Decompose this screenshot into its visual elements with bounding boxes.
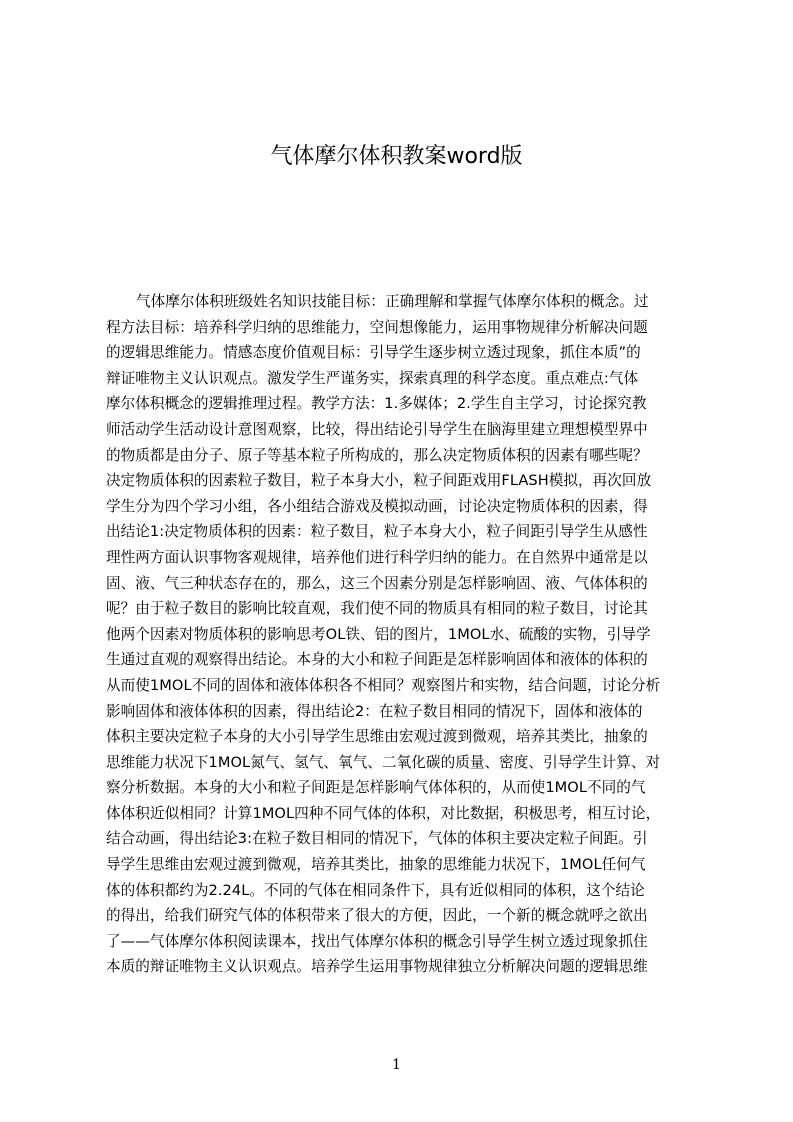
body-text-line: 师活动学生活动设计意图观察，比较，得出结论引导学生在脑海里建立理想模型界中 <box>106 420 648 438</box>
body-text-line: 出结论1:决定物质体积的因素：粒子数目，粒子本身大小，粒子间距引导学生从感性 <box>106 523 648 541</box>
body-text-line: 了——气体摩尔体积阅读课本，找出气体摩尔体积的概念引导学生树立透过现象抓住 <box>106 932 648 950</box>
body-text-line: 本质的辩证唯物主义认识观点。培养学生运用事物规律独立分析解决问题的逻辑思维 <box>106 958 648 976</box>
body-text-line: 呢？由于粒子数目的影响比较直观，我们使不同的物质具有相同的粒子数目，讨论其 <box>106 600 648 618</box>
body-text-line: 的逻辑思维能力。情感态度价值观目标：引导学生逐步树立透过现象，抓住本质”的 <box>106 344 641 362</box>
body-text-line: 察分析数据。本身的大小和粒子间距是怎样影响气体体积的，从而使1MOL不同的气 <box>106 779 646 797</box>
body-text-line: 从而使1MOL不同的固体和液体体积各不相同？观察图片和实物，结合问题，讨论分析 <box>106 676 661 694</box>
body-text-line: 程方法目标：培养科学归纳的思维能力，空间想像能力，运用事物规律分析解决问题 <box>106 318 648 336</box>
body-text-line: 体积主要决定粒子本身的大小引导学生思维由宏观过渡到微观，培养其类比，抽象的 <box>106 728 648 746</box>
document-title: 气体摩尔体积教案word版 <box>270 144 523 169</box>
body-text-line: 思维能力状况下1MOL氮气、氢气、氧气、二氧化碳的质量、密度、引导学生计算、对 <box>106 753 661 771</box>
body-text-line: 学生分为四个学习小组，各小组结合游戏及模拟动画，讨论决定物质体积的因素，得 <box>106 497 648 515</box>
document-body <box>106 289 698 980</box>
page-number: 1 <box>392 1057 401 1073</box>
body-text-line: 决定物质体积的因素粒子数目，粒子本身大小，粒子间距戏用FLASH模拟，再次回放 <box>106 472 652 490</box>
body-text-line: 导学生思维由宏观过渡到微观，培养其类比，抽象的思维能力状况下，1MOL任何气 <box>106 856 646 874</box>
body-text-line: 生通过直观的观察得出结论。本身的大小和粒子间距是怎样影响固体和液体的体积的 <box>106 651 648 669</box>
body-text-line: 的物质都是由分子、原子等基本粒子所构成的，那么决定物质体积的因素有哪些呢？ <box>106 446 648 464</box>
body-text-line: 的得出，给我们研究气体的体积带来了很大的方便，因此，一个新的概念就呼之欲出 <box>106 907 648 925</box>
body-text-line: 他两个因素对物质体积的影响思考OL铁、铝的图片，1MOL水、硫酸的实物，引导学 <box>106 625 651 643</box>
body-text-line: 辩证唯物主义认识观点。激发学生严谨务实，探索真理的科学态度。重点难点:气体 <box>106 369 639 387</box>
body-text-line: 影响固体和液体体积的因素，得出结论2：在粒子数目相同的情况下，固体和液体的 <box>106 702 643 720</box>
body-text-line: 体的体积都约为2.24L。不同的气体在相同条件下，具有近似相同的体积，这个结论 <box>106 881 645 899</box>
body-text-line: 摩尔体积概念的逻辑推理过程。教学方法：1.多媒体；2.学生自主学习，讨论探究教 <box>106 395 647 413</box>
body-text-line: 气体摩尔体积班级姓名知识技能目标：正确理解和掌握气体摩尔体积的概念。过 <box>136 293 649 310</box>
body-text-line: 结合动画，得出结论3:在粒子数目相同的情况下，气体的体积主要决定粒子间距。引 <box>106 830 648 848</box>
body-text-line: 体体积近似相同？计算1MOL四种不同气体的体积，对比数据，积极思考，相互讨论， <box>106 804 661 822</box>
body-text-line: 理性两方面认识事物客观规律，培养他们进行科学归纳的能力。在自然界中通常是以 <box>106 548 648 566</box>
body-text-line: 固、液、气三种状态存在的，那么，这三个因素分别是怎样影响固、液、气体体积的 <box>106 574 648 592</box>
